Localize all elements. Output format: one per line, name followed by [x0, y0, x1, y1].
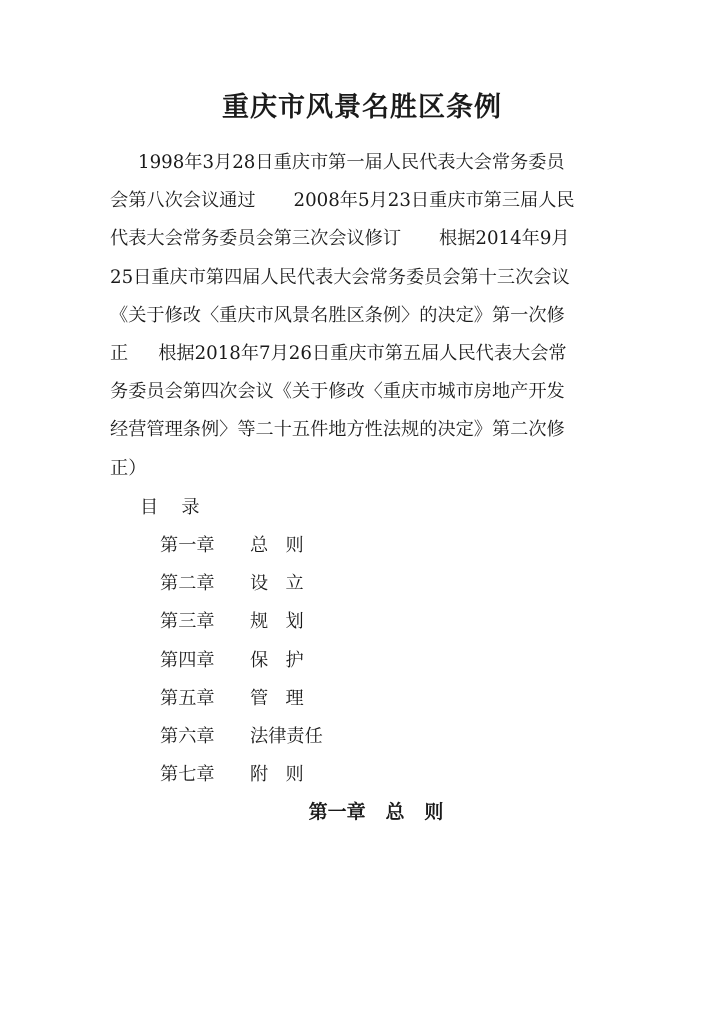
toc-item-chapter-5[interactable]	[160, 680, 323, 718]
toc-chapter-number: 第三章	[160, 611, 215, 633]
intro-line: 经营管理条例〉等二十五件地方性法规的决定》第二次修	[110, 419, 565, 441]
toc-chapter-number: 第二章	[160, 573, 215, 595]
table-of-contents	[160, 527, 323, 794]
toc-item-chapter-6[interactable]	[160, 718, 323, 756]
toc-chapter-name: 附 则	[250, 764, 304, 786]
toc-chapter-name: 规 划	[250, 611, 304, 633]
toc-item-chapter-3[interactable]	[160, 603, 323, 641]
document-title: 重庆市风景名胜区条例	[222, 92, 502, 123]
toc-chapter-number: 第四章	[160, 649, 215, 671]
toc-chapter-number: 第五章	[160, 687, 215, 709]
intro-line: 会第八次会议通过 2008年5月23日重庆市第三届人民	[110, 190, 575, 212]
intro-line: 正 根据2018年7月26日重庆市第五届人民代表大会常	[110, 342, 567, 364]
toc-chapter-name: 设 立	[250, 573, 304, 595]
toc-chapter-name: 保 护	[250, 649, 304, 671]
intro-line: 代表大会常务委员会第三次会议修订 根据2014年9月	[110, 228, 570, 250]
toc-chapter-number: 第一章	[160, 535, 215, 556]
toc-heading: 目 录	[140, 497, 200, 518]
toc-item-chapter-1[interactable]	[160, 527, 323, 565]
intro-line: 正）	[110, 457, 147, 479]
chapter-heading: 第一章 总 则	[308, 801, 444, 823]
intro-line: 25日重庆市第四届人民代表大会常务委员会第十三次会议	[110, 266, 570, 288]
intro-line: 《关于修改〈重庆市风景名胜区条例〉的决定》第一次修	[110, 304, 565, 326]
toc-chapter-number: 第六章	[160, 725, 215, 747]
enactment-history	[110, 144, 615, 488]
toc-chapter-name: 管 理	[250, 687, 304, 709]
toc-chapter-name: 法律责任	[250, 725, 323, 747]
toc-item-chapter-4[interactable]	[160, 642, 323, 680]
toc-item-chapter-2[interactable]	[160, 565, 323, 603]
intro-line: 1998年3月28日重庆市第一届人民代表大会常务委员	[138, 152, 565, 173]
toc-chapter-name: 总 则	[250, 535, 304, 556]
intro-line: 务委员会第四次会议《关于修改〈重庆市城市房地产开发	[110, 381, 565, 403]
toc-chapter-number: 第七章	[160, 764, 215, 786]
toc-item-chapter-7[interactable]	[160, 756, 323, 794]
